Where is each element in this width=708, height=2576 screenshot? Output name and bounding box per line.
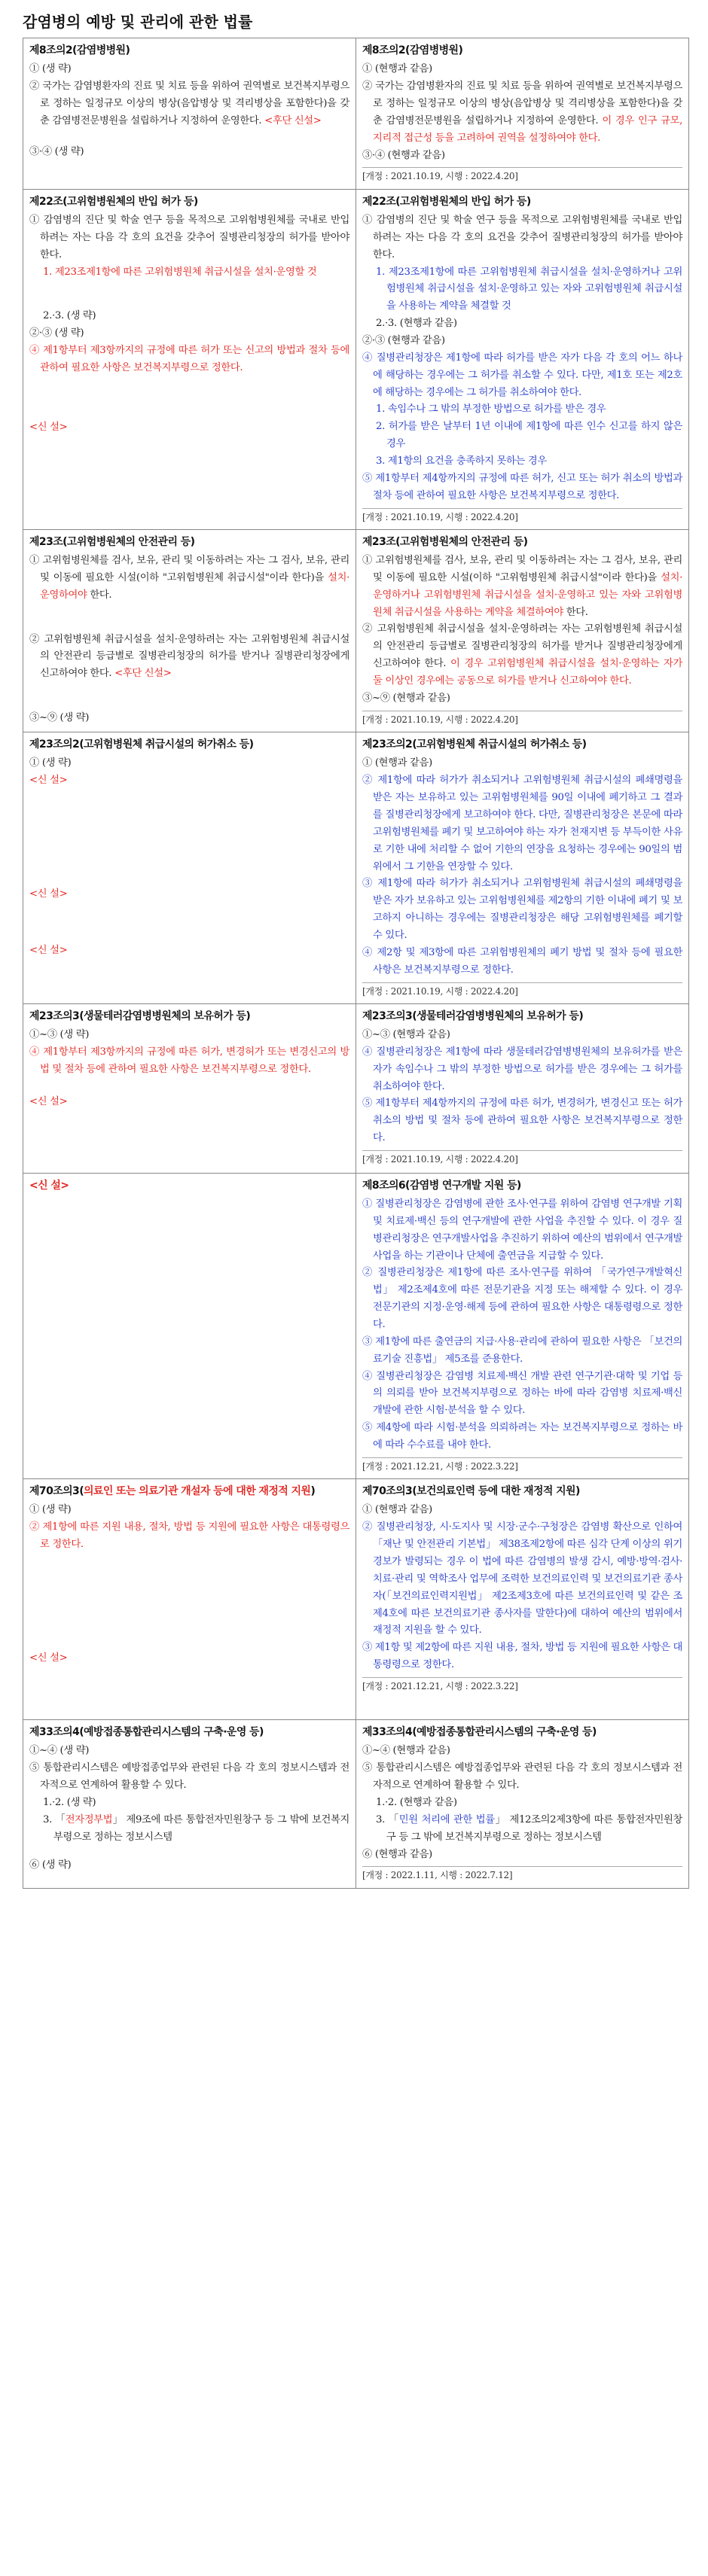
paragraph: ② 고위험병원체 취급시설을 설치·운영하려는 자는 고위험병원체 취급시설의 안전관리 등급별로 질병관리청장의 허가를 받거나 질병관리청장에게 신고하여야 한다. <후단 신설> bbox=[29, 633, 349, 680]
new-text-cell bbox=[356, 732, 689, 1004]
list-item: 3. 「민원 처리에 관한 법률」 제12조의2제3항에 따른 통합전자민원창구 등 그 밖에 보건복지부령으로 정하는 정보시스템 bbox=[376, 1813, 682, 1843]
article-header: 제22조(고위험병원체의 반입 허가 등) bbox=[362, 195, 531, 208]
new-text-cell bbox=[356, 1479, 689, 1720]
paragraph: ② 제1항에 따라 허가가 취소되거나 고위험병원체 취급시설의 폐쇄명령을 받은 자는 보유하고 있는 고위험병원체를 90일 이내에 폐기하고 그 결과를 질병관리청장에게 보고하여야 한다. 다만, 질병관리청장은 본문에 따라 고위험병원체를 폐기 및 보고하여야 하는 자가 천재지변 등 부득이한 사유로 기한 내에 처리할 수 없어 기한의 연장을 요청하는 경우에는 90일의 범위에서 그 기한을 연장할 수 있다. bbox=[362, 775, 682, 872]
paragraph: ② 질병관리청장, 시·도지사 및 시장·군수·구청장은 감염병 확산으로 인하여 「재난 및 안전관리 기본법」 제38조제2항에 따른 심각 단계 이상의 위기경보가 발령되는 경우 이 법에 따른 감염병의 발생 감시, 예방·방역·검사·치료·관리 및 역학조사 업무에 조력한 보건의료인력 및 보건의료기관 종사자(「보건의료인력지원법」 제2조제3호에 따른 보건의료인력 및 같은 조 제4호에 따른 보건의료기관 종사자를 말한다)에 대하여 예산의 범위에서 재정적 지원을 할 수 있다. bbox=[362, 1521, 682, 1637]
paragraph: ①~③ (생 략) bbox=[29, 1029, 90, 1040]
paragraph: ② 질병관리청장은 제1항에 따른 조사·연구를 위하여 「국가연구개발혁신법」 제2조제4호에 따른 전문기관을 지정 또는 해제할 수 있다. 이 경우 전문기관의 지정·운영·해제 등에 관하여 필요한 사항은 대통령령으로 정한다. bbox=[362, 1267, 682, 1331]
amended-text: 설치·운영하거나 고위험병원체 취급시설을 설치·운영하고 있는 자와 고위험병원체 취급시설을 사용하는 계약을 체결하여야 bbox=[373, 571, 682, 618]
insert-marker: <신 설> bbox=[29, 1179, 69, 1192]
list-item: 3. 「전자정부법」 제9조에 따른 통합전자민원창구 등 그 밖에 보건복지부령으로 정하는 정보시스템 bbox=[43, 1813, 349, 1843]
paragraph: ③ 제1항에 따라 허가가 취소되거나 고위험병원체 취급시설의 폐쇄명령을 받은 자가 보유하고 있는 고위험병원체를 제2항의 기한 이내에 폐기 및 보고하지 아니하는 경우에는 질병관리청장은 해당 고위험병원체를 폐기할 수 있다. bbox=[362, 878, 682, 941]
amendment-note: [개정 : 2021.10.19, 시행 : 2022.4.20] bbox=[362, 508, 682, 525]
old-text-cell bbox=[23, 1173, 356, 1478]
amendment-note: [개정 : 2021.10.19, 시행 : 2022.4.20] bbox=[362, 167, 682, 184]
paragraph: ① 질병관리청장은 감염병에 관한 조사·연구를 위하여 감염병 연구개발 기획 및 치료제·백신 등의 연구개발에 관한 사업을 추진할 수 있다. 이 경우 질병관리청장은 연구개발사업을 추진하기 위하여 예산의 범위에서 연구개발사업을 하는 기관이나 단체에 출연금을 지급할 수 있다. bbox=[362, 1198, 682, 1262]
amendment-note: [개정 : 2022.1.11, 시행 : 2022.7.12] bbox=[362, 1866, 682, 1883]
new-text-cell bbox=[356, 189, 689, 529]
paragraph: ① (현행과 같음) bbox=[362, 757, 432, 769]
page-title: 감염병의 예방 및 관리에 관한 법률 bbox=[23, 13, 253, 31]
list-item: 2.·3. (생 략) bbox=[43, 310, 96, 322]
amendment-note: [개정 : 2021.12.21, 시행 : 2022.3.22] bbox=[362, 1457, 682, 1474]
paragraph: ③·④ (생 략) bbox=[29, 145, 84, 157]
article-header: 제23조(고위험병원체의 안전관리 등) bbox=[29, 535, 195, 548]
paragraph: ③~⑨ (생 략) bbox=[29, 712, 90, 724]
table-row bbox=[23, 1720, 689, 1889]
paragraph: ② 국가는 감염병환자의 진료 및 치료 등을 위하여 권역별로 보건복지부령으로 정하는 일정규모 이상의 병상(음압병상 및 격리병상을 포함한다)을 갖춘 감염병전문병원을 설립하거나 지정하여 운영한다. <후단 신설> bbox=[29, 81, 349, 126]
paragraph: ④ 제1항부터 제3항까지의 규정에 따른 허가 또는 신고의 방법과 절차 등에 관하여 필요한 사항은 보건복지부령으로 정한다. bbox=[29, 345, 349, 373]
old-text-cell bbox=[23, 1720, 356, 1889]
article-header: 제33조의4(예방접종통합관리시스템의 구축·운영 등) bbox=[362, 1726, 597, 1739]
paragraph: ② 국가는 감염병환자의 진료 및 치료 등을 위하여 권역별로 보건복지부령으로 정하는 일정규모 이상의 병상(음압병상 및 격리병상을 포함한다)을 갖춘 감염병전문병원을 설립하거나 지정하여 운영한다. 이 경우 인구 규모, 지리적 접근성 등을 고려하여 권역을 설정하여야 한다. bbox=[362, 81, 682, 144]
list-item: 2.·3. (현행과 같음) bbox=[376, 318, 457, 330]
paragraph: ① 감염병의 진단 및 학술 연구 등을 목적으로 고위험병원체를 국내로 반입하려는 자는 다음 각 호의 요건을 갖추어 질병관리청장의 허가를 받아야 한다. bbox=[362, 214, 682, 260]
article-header: 제33조의4(예방접종통합관리시스템의 구축·운영 등) bbox=[29, 1726, 264, 1739]
new-text-cell bbox=[356, 1003, 689, 1173]
paragraph: ① (생 략) bbox=[29, 63, 72, 75]
article-header: 제23조의3(생물테러감염병병원체의 보유허가 등) bbox=[29, 1009, 251, 1022]
list-item: 3. 제1항의 요건을 충족하지 못하는 경우 bbox=[376, 455, 547, 467]
paragraph: ①~③ (현행과 같음) bbox=[362, 1029, 450, 1040]
paragraph: ⑤ 통합관리시스템은 예방접종업무와 관련된 다음 각 호의 정보시스템과 전자적으로 연계하여 활용할 수 있다. bbox=[362, 1762, 682, 1792]
paragraph: ① (생 략) bbox=[29, 757, 72, 769]
table-row bbox=[23, 38, 689, 190]
list-item: 1. 제23조제1항에 따른 고위험병원체 취급시설을 설치·운영하거나 고위험병원체 취급시설을 설치·운영하고 있는 자와 고위험병원체 취급시설을 사용하는 계약을 체결할 것 bbox=[376, 266, 682, 312]
article-header: 제23조의3(생물테러감염병병원체의 보유허가 등) bbox=[362, 1009, 584, 1022]
table-row bbox=[23, 732, 689, 1004]
paragraph: ④ 질병관리청장은 제1항에 따라 허가를 받은 자가 다음 각 호의 어느 하나에 해당하는 경우에는 그 허가를 취소할 수 있다. 다만, 제1호 또는 제2호에 해당하는 경우에는 그 허가를 취소하여야 한다. bbox=[362, 352, 682, 398]
new-text-cell bbox=[356, 38, 689, 190]
paragraph: ① 감염병의 진단 및 학술 연구 등을 목적으로 고위험병원체를 국내로 반입하려는 자는 다음 각 호의 요건을 갖추어 질병관리청장의 허가를 받아야 한다. bbox=[29, 214, 349, 260]
paragraph: ② 고위험병원체 취급시설을 설치·운영하려는 자는 고위험병원체 취급시설의 안전관리 등급별로 질병관리청장의 허가를 받거나 질병관리청장에게 신고하여야 한다. 이 경우 고위험병원체 취급시설을 설치·운영하는 자가 둘 이상인 경우에는 공동으로 허가를 받거나 신고하여야 한다. bbox=[362, 623, 682, 687]
table-row bbox=[23, 1003, 689, 1173]
paragraph: ① (생 략) bbox=[29, 1504, 72, 1516]
old-text-cell bbox=[23, 189, 356, 529]
paragraph: ① 고위험병원체를 검사, 보유, 관리 및 이동하려는 자는 그 검사, 보유, 관리 및 이동에 필요한 시설(이하 "고위험병원체 취급시설"이라 한다)을 설치·운영하거나 고위험병원체 취급시설을 설치·운영하고 있는 자와 고위험병원체 취급시설을 사용하는 계약을 체결하여야 한다. bbox=[362, 555, 682, 618]
old-text-cell bbox=[23, 38, 356, 190]
insert-marker: <신 설> bbox=[29, 888, 68, 900]
paragraph: ① (현행과 같음) bbox=[362, 63, 432, 75]
new-text-cell bbox=[356, 529, 689, 732]
article-header: 제8조의6(감염병 연구개발 지원 등) bbox=[362, 1179, 521, 1192]
paragraph: ⑥ (현행과 같음) bbox=[362, 1848, 432, 1860]
amended-text: 전자정부법 bbox=[65, 1813, 113, 1825]
paragraph: ⑤ 제1항부터 제4항까지의 규정에 따른 허가, 신고 또는 허가 취소의 방법과 절차 등에 관하여 필요한 사항은 보건복지부령으로 정한다. bbox=[362, 472, 682, 501]
old-text-cell bbox=[23, 529, 356, 732]
article-header: 제70조의3(보건의료인력 등에 대한 재정적 지원) bbox=[362, 1485, 580, 1498]
paragraph: ⑤ 통합관리시스템은 예방접종업무와 관련된 다음 각 호의 정보시스템과 전자적으로 연계하여 활용할 수 있다. bbox=[29, 1762, 349, 1792]
paragraph: ④ 제2항 및 제3항에 따른 고위험병원체의 폐기 방법 및 절차 등에 필요한 사항은 보건복지부령으로 정한다. bbox=[362, 946, 682, 976]
amended-text: 민원 처리에 관한 법률 bbox=[398, 1813, 495, 1825]
insert-marker: <신 설> bbox=[29, 944, 68, 956]
paragraph: ② 제1항에 따른 지원 내용, 절차, 방법 등 지원에 필요한 사항은 대통령령으로 정한다. bbox=[29, 1521, 349, 1551]
paragraph: ③ 제1항 및 제2항에 따른 지원 내용, 절차, 방법 등 지원에 필요한 사항은 대통령령으로 정한다. bbox=[362, 1642, 682, 1671]
article-header: 제23조(고위험병원체의 안전관리 등) bbox=[362, 535, 528, 548]
insert-marker: <후단 신설> bbox=[114, 668, 172, 680]
comparison-table bbox=[23, 38, 689, 1889]
table-row bbox=[23, 1479, 689, 1720]
paragraph: ⑥ (생 략) bbox=[29, 1859, 72, 1871]
paragraph: ① 고위험병원체를 검사, 보유, 관리 및 이동하려는 자는 그 검사, 보유, 관리 및 이동에 필요한 시설(이하 "고위험병원체 취급시설"이라 한다)을 설치·운영하여야 한다. bbox=[29, 555, 349, 601]
article-header: 제22조(고위험병원체의 반입 허가 등) bbox=[29, 195, 198, 208]
table-row bbox=[23, 1173, 689, 1478]
table-row bbox=[23, 529, 689, 732]
article-header: 제8조의2(감염병병원) bbox=[29, 44, 130, 56]
paragraph: ③·④ (현행과 같음) bbox=[362, 149, 445, 161]
amended-text: 이 경우 고위험병원체 취급시설을 설치·운영하는 자가 둘 이상인 경우에는 공동으로 허가를 받거나 신고하여야 한다. bbox=[373, 658, 682, 687]
insert-marker: <신 설> bbox=[29, 775, 68, 787]
article-header: 제70조의3(의료인 또는 의료기관 개설자 등에 대한 재정적 지원) bbox=[29, 1485, 316, 1498]
paragraph: ②·③ (생 략) bbox=[29, 327, 84, 340]
article-header: 제23조의2(고위험병원체 취급시설의 허가취소 등) bbox=[362, 738, 587, 751]
old-text-cell bbox=[23, 732, 356, 1004]
insert-marker: <신 설> bbox=[29, 1652, 68, 1664]
amended-text: 설치·운영하여야 bbox=[40, 571, 349, 601]
insert-marker: <후단 신설> bbox=[264, 114, 322, 126]
paragraph: ⑤ 제4항에 따라 시험·분석을 의뢰하려는 자는 보건복지부령으로 정하는 바에 따라 수수료를 내야 한다. bbox=[362, 1422, 682, 1451]
amendment-note: [개정 : 2021.12.21, 시행 : 2022.3.22] bbox=[362, 1677, 682, 1694]
table-row bbox=[23, 189, 689, 529]
paragraph: ⑤ 제1항부터 제4항까지의 규정에 따른 허가, 변경허가, 변경신고 또는 허가취소의 방법 및 절차 등에 관하여 필요한 사항은 보건복지부령으로 정한다. bbox=[362, 1098, 682, 1144]
amendment-note: [개정 : 2021.10.19, 시행 : 2022.4.20] bbox=[362, 982, 682, 999]
old-text-cell bbox=[23, 1003, 356, 1173]
paragraph: ①~④ (현행과 같음) bbox=[362, 1745, 450, 1757]
paragraph: ③ 제1항에 따른 출연금의 지급·사용·관리에 관하여 필요한 사항은 「보건의료기술 진흥법」 제5조를 준용한다. bbox=[362, 1335, 682, 1365]
new-text-cell bbox=[356, 1720, 689, 1889]
insert-marker: <신 설> bbox=[29, 421, 68, 433]
list-item: 1.·2. (현행과 같음) bbox=[376, 1796, 457, 1808]
paragraph: ④ 제1항부터 제3항까지의 규정에 따른 허가, 변경허가 또는 변경신고의 방법 및 절차 등에 관하여 필요한 사항은 보건복지부령으로 정한다. bbox=[29, 1046, 349, 1075]
paragraph: ③~⑨ (현행과 같음) bbox=[362, 692, 450, 704]
article-header: 제23조의2(고위험병원체 취급시설의 허가취소 등) bbox=[29, 738, 254, 751]
list-item: 1.·2. (생 략) bbox=[43, 1796, 96, 1808]
list-item: 1. 제23조제1항에 따른 고위험병원체 취급시설을 설치·운영할 것 bbox=[43, 266, 317, 278]
article-header: 제8조의2(감염병병원) bbox=[362, 44, 463, 56]
amendment-note: [개정 : 2021.10.19, 시행 : 2022.4.20] bbox=[362, 1150, 682, 1167]
list-item: 1. 속임수나 그 밖의 부정한 방법으로 허가를 받은 경우 bbox=[376, 403, 606, 416]
insert-marker: <신 설> bbox=[29, 1095, 68, 1107]
amended-text: 이 경우 인구 규모, 지리적 접근성 등을 고려하여 권역을 설정하여야 한다. bbox=[373, 114, 682, 144]
new-text-cell bbox=[356, 1173, 689, 1478]
amendment-note: [개정 : 2021.10.19, 시행 : 2022.4.20] bbox=[362, 711, 682, 727]
list-item: 2. 허가를 받은 날부터 1년 이내에 제1항에 따른 인수 신고를 하지 않은 경우 bbox=[376, 421, 682, 450]
paragraph: ④ 질병관리청장은 감염병 치료제·백신 개발 관련 연구기관·대학 및 기업 등의 의뢰를 받아 보건복지부령으로 정하는 바에 따라 감염병 치료제·백신 개발에 관한 시험·분석을 할 수 있다. bbox=[362, 1370, 682, 1417]
paragraph: ①~④ (생 략) bbox=[29, 1745, 90, 1757]
paragraph: ④ 질병관리청장은 제1항에 따라 생물테러감염병병원체의 보유허가를 받은 자가 속임수나 그 밖의 부정한 방법으로 허가를 받은 경우에는 그 허가를 취소하여야 한다. bbox=[362, 1046, 682, 1092]
paragraph: ②·③ (현행과 같음) bbox=[362, 334, 445, 346]
paragraph: ① (현행과 같음) bbox=[362, 1504, 432, 1516]
old-text-cell bbox=[23, 1479, 356, 1720]
